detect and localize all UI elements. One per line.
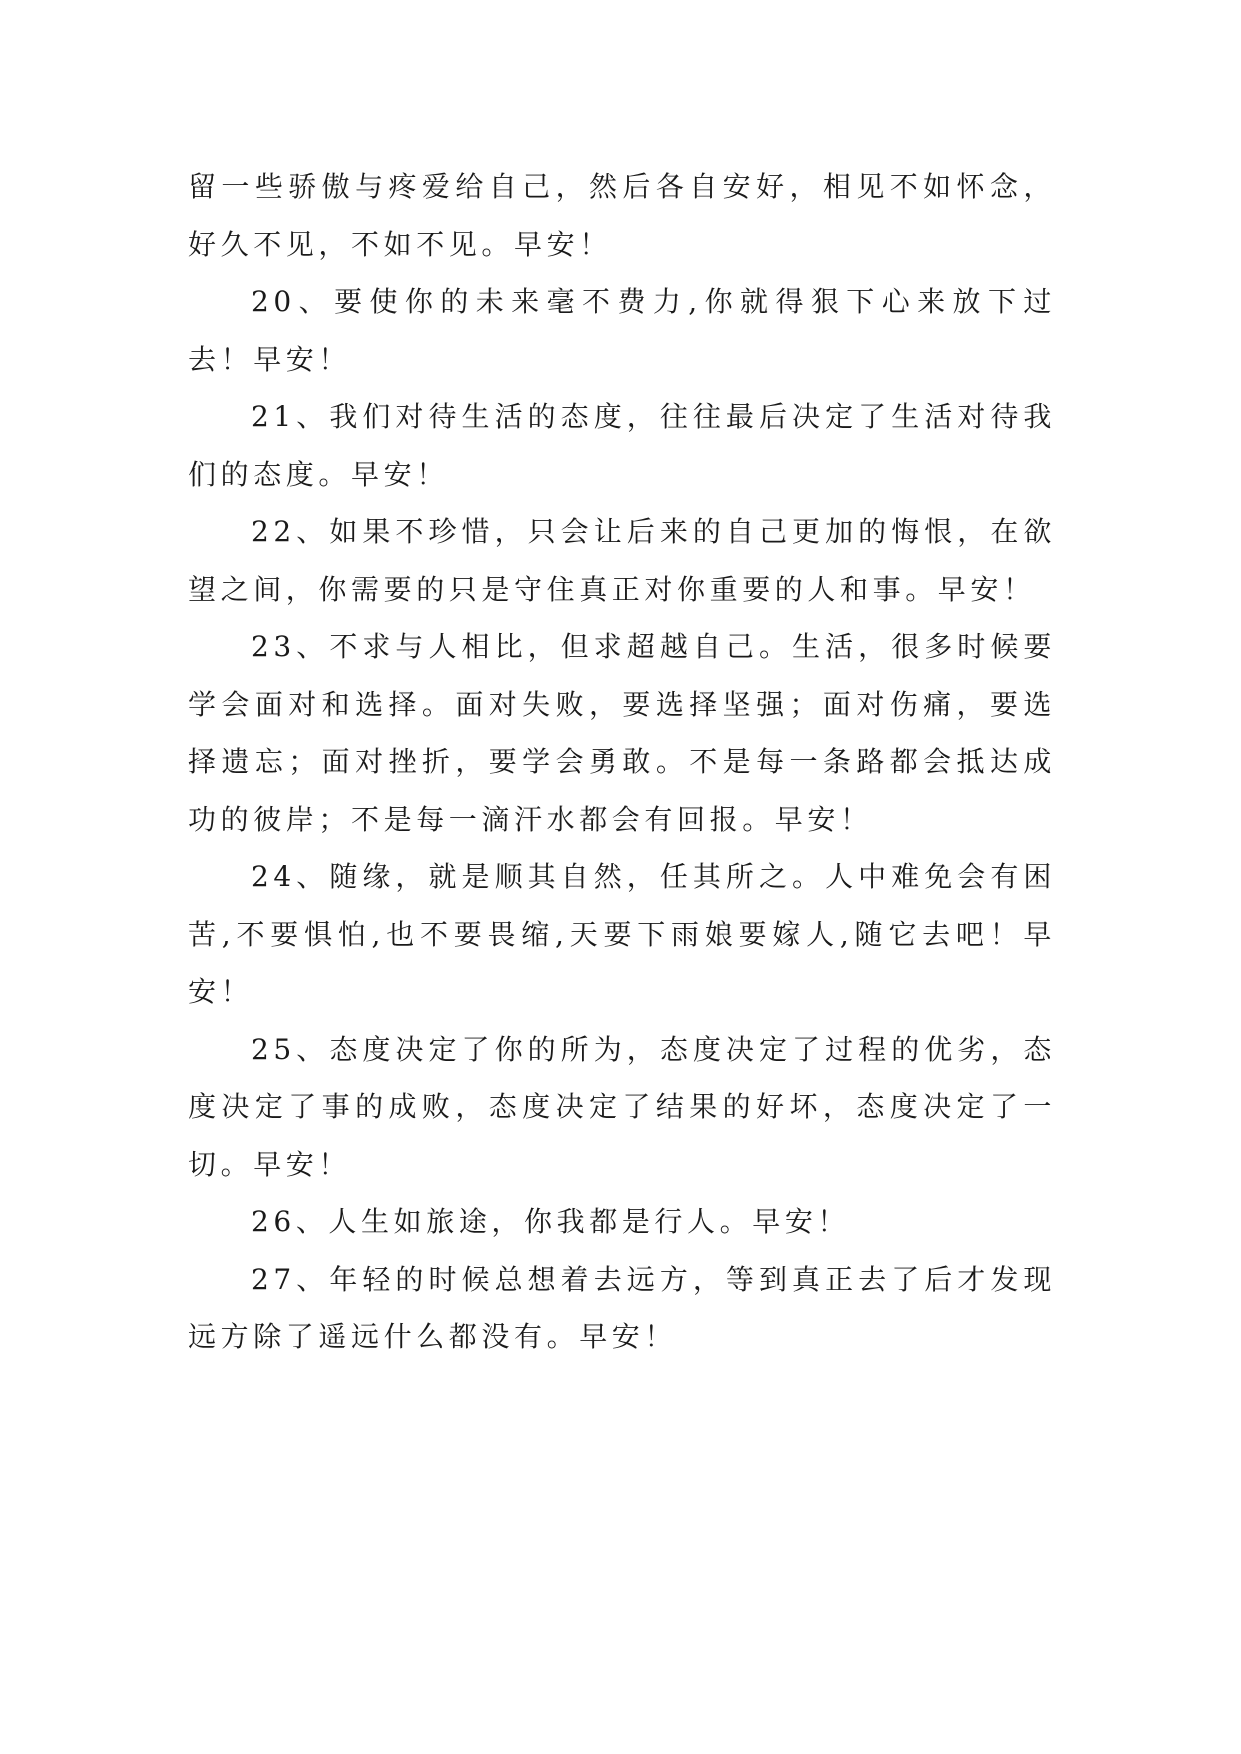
paragraph-item-20: 20、要使你的未来毫不费力,你就得狠下心来放下过去！早安！ — [188, 285, 1056, 376]
paragraph-item-22: 22、如果不珍惜，只会让后来的自己更加的悔恨，在欲望之间，你需要的只是守住真正对你重要的人和事。早安！ — [188, 515, 1056, 606]
paragraph-item-26: 26、人生如旅途，你我都是行人。早安！ — [251, 1205, 851, 1238]
paragraph-continuation: 留一些骄傲与疼爱给自己，然后各自安好，相见不如怀念，好久不见，不如不见。早安！ — [188, 170, 1056, 261]
paragraph-item-25: 25、态度决定了你的所为，态度决定了过程的优劣，态度决定了事的成败，态度决定了结果的好坏，态度决定了一切。早安！ — [188, 1032, 1056, 1181]
paragraph-item-27: 27、年轻的时候总想着去远方，等到真正去了后才发现远方除了遥远什么都没有。早安！ — [188, 1262, 1056, 1353]
paragraph-item-23: 23、不求与人相比，但求超越自己。生活，很多时候要学会面对和选择。面对失败，要选择坚强；面对伤痛，要选择遗忘；面对挫折，要学会勇敢。不是每一条路都会抵达成功的彼岸；不是每一滴汗水都会有回报。早安！ — [188, 630, 1056, 836]
document-body — [188, 158, 1056, 1366]
paragraph-item-21: 21、我们对待生活的态度，往往最后决定了生活对待我们的态度。早安！ — [188, 400, 1056, 491]
paragraph-item-24: 24、随缘，就是顺其自然，任其所之。人中难免会有困苦,不要惧怕,也不要畏缩,天要下雨娘要嫁人,随它去吧！早安！ — [188, 860, 1056, 1008]
